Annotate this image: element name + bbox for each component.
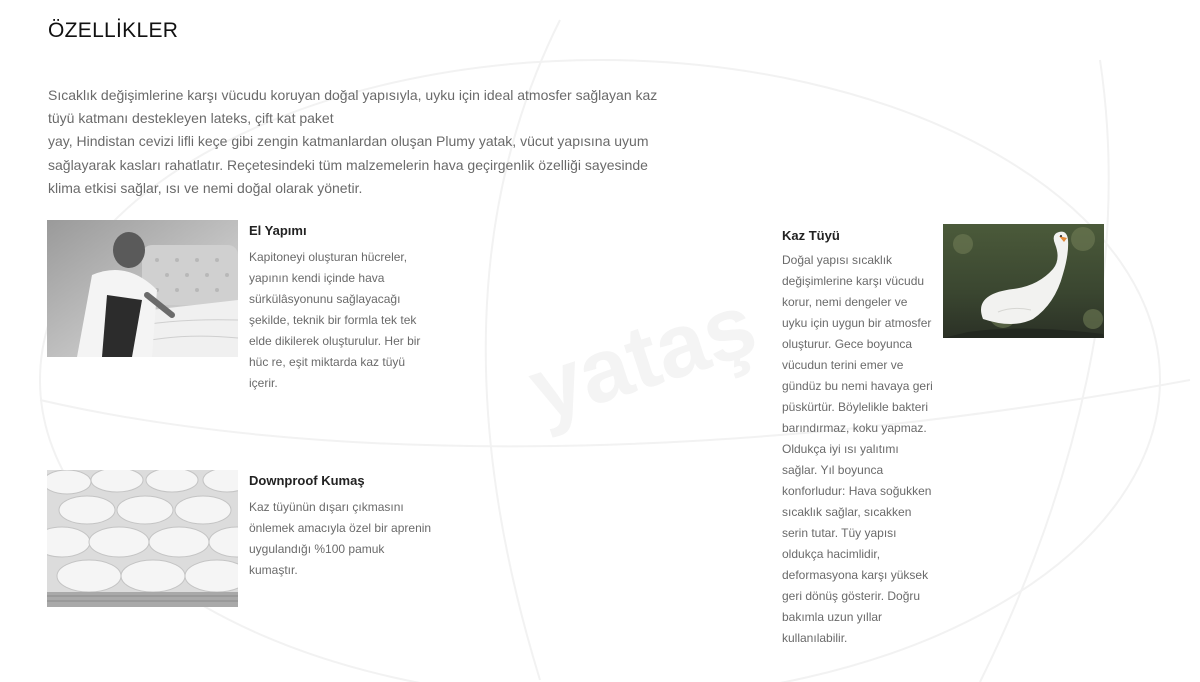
craftsman-photo-icon (47, 220, 238, 357)
feature-title-kaz-tuyu: Kaz Tüyü (782, 228, 840, 243)
feature-text-el-yapimi (249, 247, 420, 394)
feature-text-line: hüc re, eşit miktarda kaz tüyü (249, 355, 406, 369)
feature-text-line: serin tutar. Tüy yapısı (782, 526, 897, 540)
feature-text-line: uyku için uygun bir atmosfer (782, 316, 932, 330)
feature-text-line: içerir. (249, 376, 278, 390)
intro-line: yay, Hindistan cevizi lifli keçe gibi zengin katmanlardan oluşan Plumy yatak, vücut yapısına uyum (48, 133, 649, 150)
feature-text-line: deformasyona karşı yüksek (782, 568, 929, 582)
svg-text:yataş: yataş (517, 274, 768, 441)
feature-text-line: değişimlerine karşı vücudu (782, 274, 925, 288)
quilted-fabric-photo-icon (47, 470, 238, 607)
section-title: ÖZELLİKLER (48, 19, 179, 42)
feature-text-line: geri dönüş gösterir. Doğru (782, 589, 921, 603)
feature-text-line: elde dikilerek oluşturulur. Her bir (249, 334, 421, 348)
feature-text-line: vücudun terini emer ve (782, 358, 904, 372)
feature-text-line: oldukça hacimlidir, (782, 547, 881, 561)
feature-text-line: Kaz tüyünün dışarı çıkmasını (249, 500, 404, 514)
goose-photo-icon (943, 224, 1104, 338)
feature-text-line: Doğal yapısı sıcaklık (782, 253, 893, 267)
feature-text-line: sürkülâsyonunu sağlayacağı (249, 292, 401, 306)
feature-text-line: konforludur: Hava soğukken (782, 484, 932, 498)
downproof-image (47, 470, 238, 607)
feature-text-line: oluşturur. Gece boyunca (782, 337, 913, 351)
feature-text-downproof (249, 497, 431, 581)
feature-text-line: uygulandığı %100 pamuk (249, 542, 385, 556)
feature-text-line: kullanılabilir. (782, 631, 848, 645)
feature-text-line: korur, nemi dengeler ve (782, 295, 908, 309)
el-yapimi-image (47, 220, 238, 357)
kaz-tuyu-image (943, 224, 1104, 338)
intro-line: sağlayarak kasları rahatlatır. Reçetesindeki tüm malzemelerin hava geçirgenlik özelliği sayesinde (48, 156, 648, 173)
feature-text-line: yapının kendi içinde hava (249, 271, 385, 285)
intro-line: klima etkisi sağlar, ısı ve nemi doğal olarak yönetir. (48, 179, 363, 196)
intro-line: Sıcaklık değişimlerine karşı vücudu koruyan doğal yapısıyla, uyku için ideal atmosfer sağlayan kaz (48, 87, 658, 103)
feature-text-line: gündüz bu nemi havaya geri (782, 379, 933, 393)
section-intro (48, 84, 668, 200)
feature-text-line: sağlar. Yıl boyunca (782, 463, 884, 477)
intro-line: tüyü katmanı destekleyen lateks, çift kat paket (48, 110, 334, 127)
feature-text-line: Oldukça iyi ısı yalıtımı (782, 442, 899, 456)
feature-text-line: sıcaklık sağlar, sıcakken (782, 505, 912, 519)
feature-text-line: önlemek amacıyla özel bir aprenin (249, 521, 432, 535)
feature-text-kaz-tuyu (782, 250, 933, 649)
feature-text-line: barındırmaz, koku yapmaz. (782, 421, 927, 435)
feature-text-line: kumaştır. (249, 563, 298, 577)
feature-text-line: şekilde, teknik bir formla tek tek (249, 313, 417, 327)
feature-title-downproof: Downproof Kumaş (249, 473, 365, 488)
feature-text-line: bakımla uzun yıllar (782, 610, 883, 624)
feature-text-line: Kapitoneyi oluşturan hücreler, (249, 250, 408, 264)
feature-text-line: püskürtür. Böylelikle bakteri (782, 400, 929, 414)
feature-title-el-yapimi: El Yapımı (249, 223, 307, 238)
